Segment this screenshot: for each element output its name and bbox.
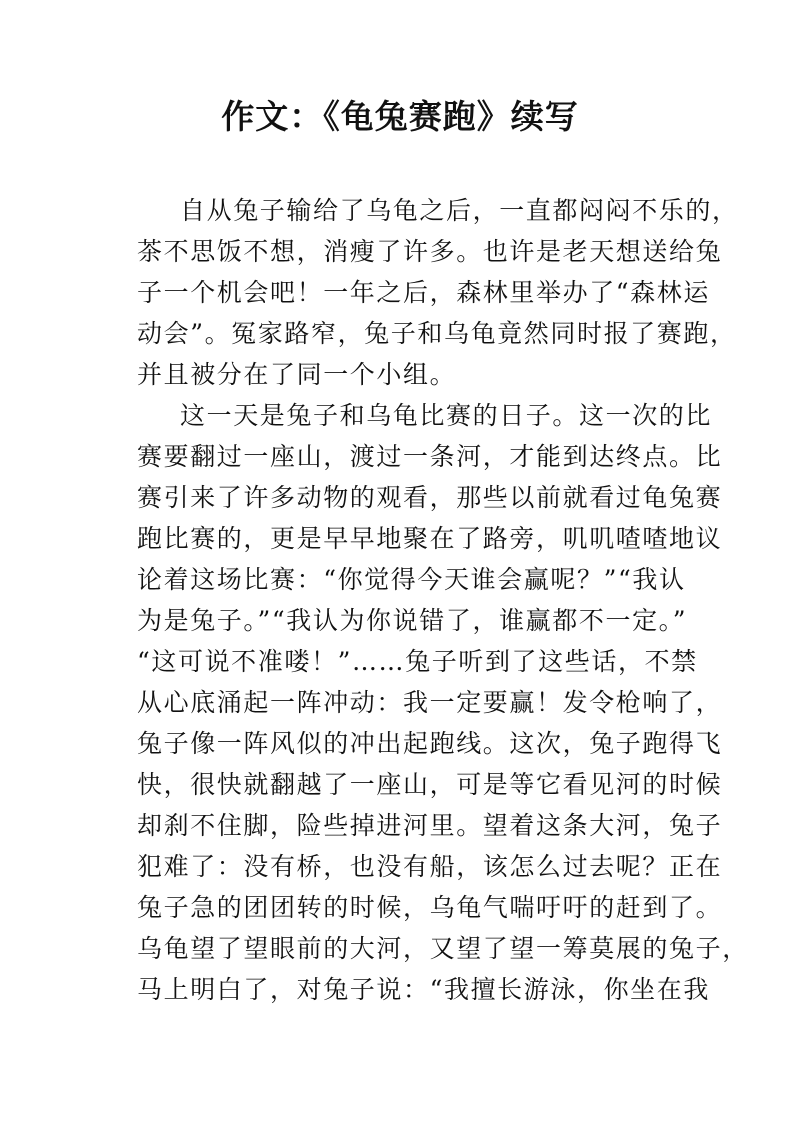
text-line-20: 马上明白了，对兔子说：“我擅长游泳，你坐在我 xyxy=(137,975,710,1004)
text-line-2: 茶不思饭不想，消瘦了许多。也许是老天想送给兔 xyxy=(137,237,723,266)
text-line-9: 跑比赛的，更是早早地聚在了路旁，叽叽喳喳地议 xyxy=(137,524,723,553)
text-line-1: 自从兔子输给了乌龟之后，一直都闷闷不乐的， xyxy=(180,196,739,225)
text-line-15: 快，很快就翻越了一座山，可是等它看见河的时候 xyxy=(137,770,723,799)
text-line-11: 为是兔子。”“我认为你说错了，谁赢都不一定。” xyxy=(137,606,688,635)
text-line-6: 这一天是兔子和乌龟比赛的日子。这一次的比 xyxy=(180,401,713,430)
text-line-10: 论着这场比赛：“你觉得今天谁会赢呢？”“我认 xyxy=(137,565,686,594)
text-line-4: 动会”。冤家路窄，兔子和乌龟竟然同时报了赛跑， xyxy=(137,319,737,348)
text-line-8: 赛引来了许多动物的观看，那些以前就看过龟兔赛 xyxy=(137,483,723,512)
text-line-7: 赛要翻过一座山，渡过一条河，才能到达终点。比 xyxy=(137,442,723,471)
text-line-3: 子一个机会吧！一年之后，森林里举办了“森林运 xyxy=(137,278,710,307)
text-line-17: 犯难了：没有桥，也没有船，该怎么过去呢？正在 xyxy=(137,852,723,881)
text-line-5: 并且被分在了同一个小组。 xyxy=(137,360,457,389)
text-line-13: 从心底涌起一阵冲动：我一定要赢！发令枪响了， xyxy=(137,688,723,717)
text-line-16: 却刹不住脚，险些掉进河里。望着这条大河，兔子 xyxy=(137,811,723,840)
text-line-18: 兔子急的团团转的时候，乌龟气喘吁吁的赶到了。 xyxy=(137,893,723,922)
text-line-19: 乌龟望了望眼前的大河，又望了望一筹莫展的兔子， xyxy=(137,934,749,963)
text-line-12: “这可说不准喽！”……兔子听到了这些话，不禁 xyxy=(137,647,698,676)
document-title: 作文：《龟兔赛跑》续写 xyxy=(221,97,579,136)
text-line-14: 兔子像一阵风似的冲出起跑线。这次，兔子跑得飞 xyxy=(137,729,723,758)
